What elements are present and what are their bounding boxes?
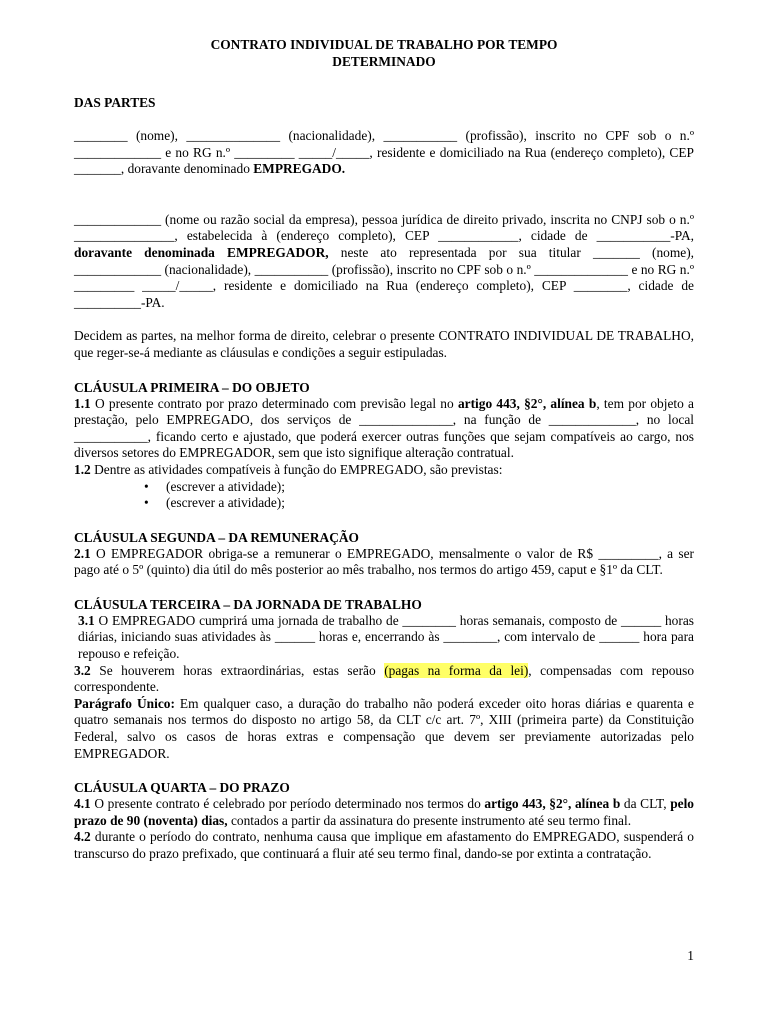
clause-4-1-text-a: O presente contrato é celebrado por período determinado nos termos do — [90, 796, 485, 812]
clause-3-2 — [74, 663, 694, 696]
clause-4-2-text: durante o período do contrato, nenhuma causa que implique em afastamento do EMPREGADO, suspenderá o transcurso do prazo prefixado, que continuará a fluir até seu termo final, dando-se por extinta a contratação. — [74, 829, 694, 861]
list-item — [74, 495, 694, 512]
clause-1-2 — [74, 462, 694, 479]
bullet-icon: • — [144, 495, 149, 511]
paragrafo-unico-text: Em qualquer caso, a duração do trabalho não poderá exceder oito horas diárias e quarenta e quatro semanais nos termos do disposto no artigo 58, da CLT c/c art. 7º, XIII (primeira parte) da Constituição Federal, salvo os casos de horas extras e compensação que devem ser previamente autorizadas pelo EMPREGADOR. — [74, 695, 694, 761]
document-title-line1: CONTRATO INDIVIDUAL DE TRABALHO POR TEMPO — [210, 37, 558, 52]
clause-4-1 — [74, 796, 694, 829]
clause-4-1-bold2: pelo prazo de 90 (noventa) dias, — [74, 796, 694, 828]
empregador-text2: neste ato representada por sua titular _______ (nome), _____________ (nacionalidade), ___________ (profissão), inscrito no CPF sob o n.º ______________ e no RG n.º _________ _____/_____, residente e domiciliado na Rua (endereço completo), CEP ________, cidade de __________-PA. — [74, 244, 694, 310]
paragrafo-unico — [74, 696, 694, 762]
list-item — [74, 479, 694, 496]
clause-4-2 — [74, 829, 694, 862]
paragrafo-unico-label: Parágrafo Único: — [74, 695, 175, 711]
clause-4-1-number: 4.1 — [74, 796, 91, 812]
page-number: 1 — [687, 948, 694, 963]
document-body — [74, 36, 694, 863]
clause-4-1-bold1: artigo 443, §2°, alínea b — [484, 796, 621, 812]
list-item-text: (escrever a atividade); — [166, 478, 285, 494]
document-title-line2: DETERMINADO — [332, 54, 436, 69]
clause-1-2-text: Dentre as atividades compatíveis à função do EMPREGADO, são previstas: — [90, 461, 503, 477]
clause-4-1-text-b: da CLT, — [620, 796, 671, 812]
clause-1-1-number: 1.1 — [74, 395, 91, 411]
activity-list — [74, 479, 694, 512]
empregador-text1: _____________ (nome ou razão social da empresa), pessoa jurídica de direito privado, inscrita no CNPJ sob o n.º _______________, estabelecida à (endereço completo), CEP ____________, cidade de ___________-PA, — [74, 211, 694, 244]
clause-4-2-number: 4.2 — [74, 829, 91, 845]
clause-3-2-number: 3.2 — [74, 662, 91, 678]
empregador-bold: doravante denominada EMPREGADOR, — [74, 244, 329, 260]
clause-2-1 — [74, 546, 694, 579]
heading-clausula-terceira: CLÁUSULA TERCEIRA – DA JORNADA DE TRABALHO — [74, 596, 422, 612]
section-das-partes: DAS PARTES — [74, 95, 156, 110]
list-item-text: (escrever a atividade); — [166, 495, 285, 511]
clause-3-2-text-a: Se houverem horas extraordinárias, estas serão — [90, 662, 385, 678]
clause-3-2-text-b: , compensadas com repouso correspondente. — [74, 662, 695, 695]
heading-clausula-segunda: CLÁUSULA SEGUNDA – DA REMUNERAÇÃO — [74, 529, 359, 545]
clause-1-1-bold: artigo 443, §2°, alínea b — [457, 395, 597, 411]
paragraph-empregador — [74, 212, 694, 312]
clause-3-1 — [74, 613, 694, 663]
clause-2-1-number: 2.1 — [74, 545, 91, 561]
empregado-bold: EMPREGADO. — [253, 161, 346, 177]
clause-3-1-text: O EMPREGADO cumprirá uma jornada de trabalho de ________ horas semanais, composto de ______ horas diárias, iniciando suas atividades às ______ horas e, encerrando às ________, com intervalo de ______ hora para repouso e refeição. — [78, 612, 694, 662]
clause-4-1-text-c: contados a partir da assinatura do presente instrumento até seu termo final. — [227, 812, 632, 828]
paragraph-decidem: Decidem as partes, na melhor forma de direito, celebrar o presente CONTRATO INDIVIDUAL DE TRABALHO, que reger-se-á mediante as cláusulas e condições a seguir estipuladas. — [74, 328, 694, 360]
clause-3-2-highlight: (pagas na forma da lei) — [384, 662, 529, 678]
bullet-icon: • — [144, 478, 149, 494]
clause-1-1-text-a: O presente contrato por prazo determinado com previsão legal no — [90, 395, 458, 411]
clause-1-1 — [74, 396, 694, 462]
heading-clausula-primeira: CLÁUSULA PRIMEIRA – DO OBJETO — [74, 379, 310, 395]
clause-2-1-text: O EMPREGADOR obriga-se a remunerar o EMPREGADO, mensalmente o valor de R$ _________, a ser pago até o 5º (quinto) dia útil do mês posterior ao mês trabalho, nos termos do artigo 459, caput e §1º da CLT. — [74, 545, 694, 578]
empregado-text: ________ (nome), ______________ (nacionalidade), ___________ (profissão), inscrito no CPF sob o n.º _____________ e no RG n.º _________ _____/_____, residente e domiciliado na Rua (endereço completo), CEP _______, doravante denominado — [74, 128, 694, 177]
paragraph-empregado — [74, 128, 694, 178]
clause-1-2-number: 1.2 — [74, 461, 91, 477]
heading-clausula-quarta: CLÁUSULA QUARTA – DO PRAZO — [74, 780, 290, 796]
clause-3-1-number: 3.1 — [78, 612, 95, 628]
clause-1-1-text-b: , tem por objeto a prestação, pelo EMPREGADO, dos serviços de ______________, na função de _____________, no local ___________, ficando certo e ajustado, que poderá exercer outras funções que sejam compatíveis ao cargo, nos diversos setores do EMPREGADOR, sem que isto signifique alteração contratual. — [74, 395, 694, 461]
